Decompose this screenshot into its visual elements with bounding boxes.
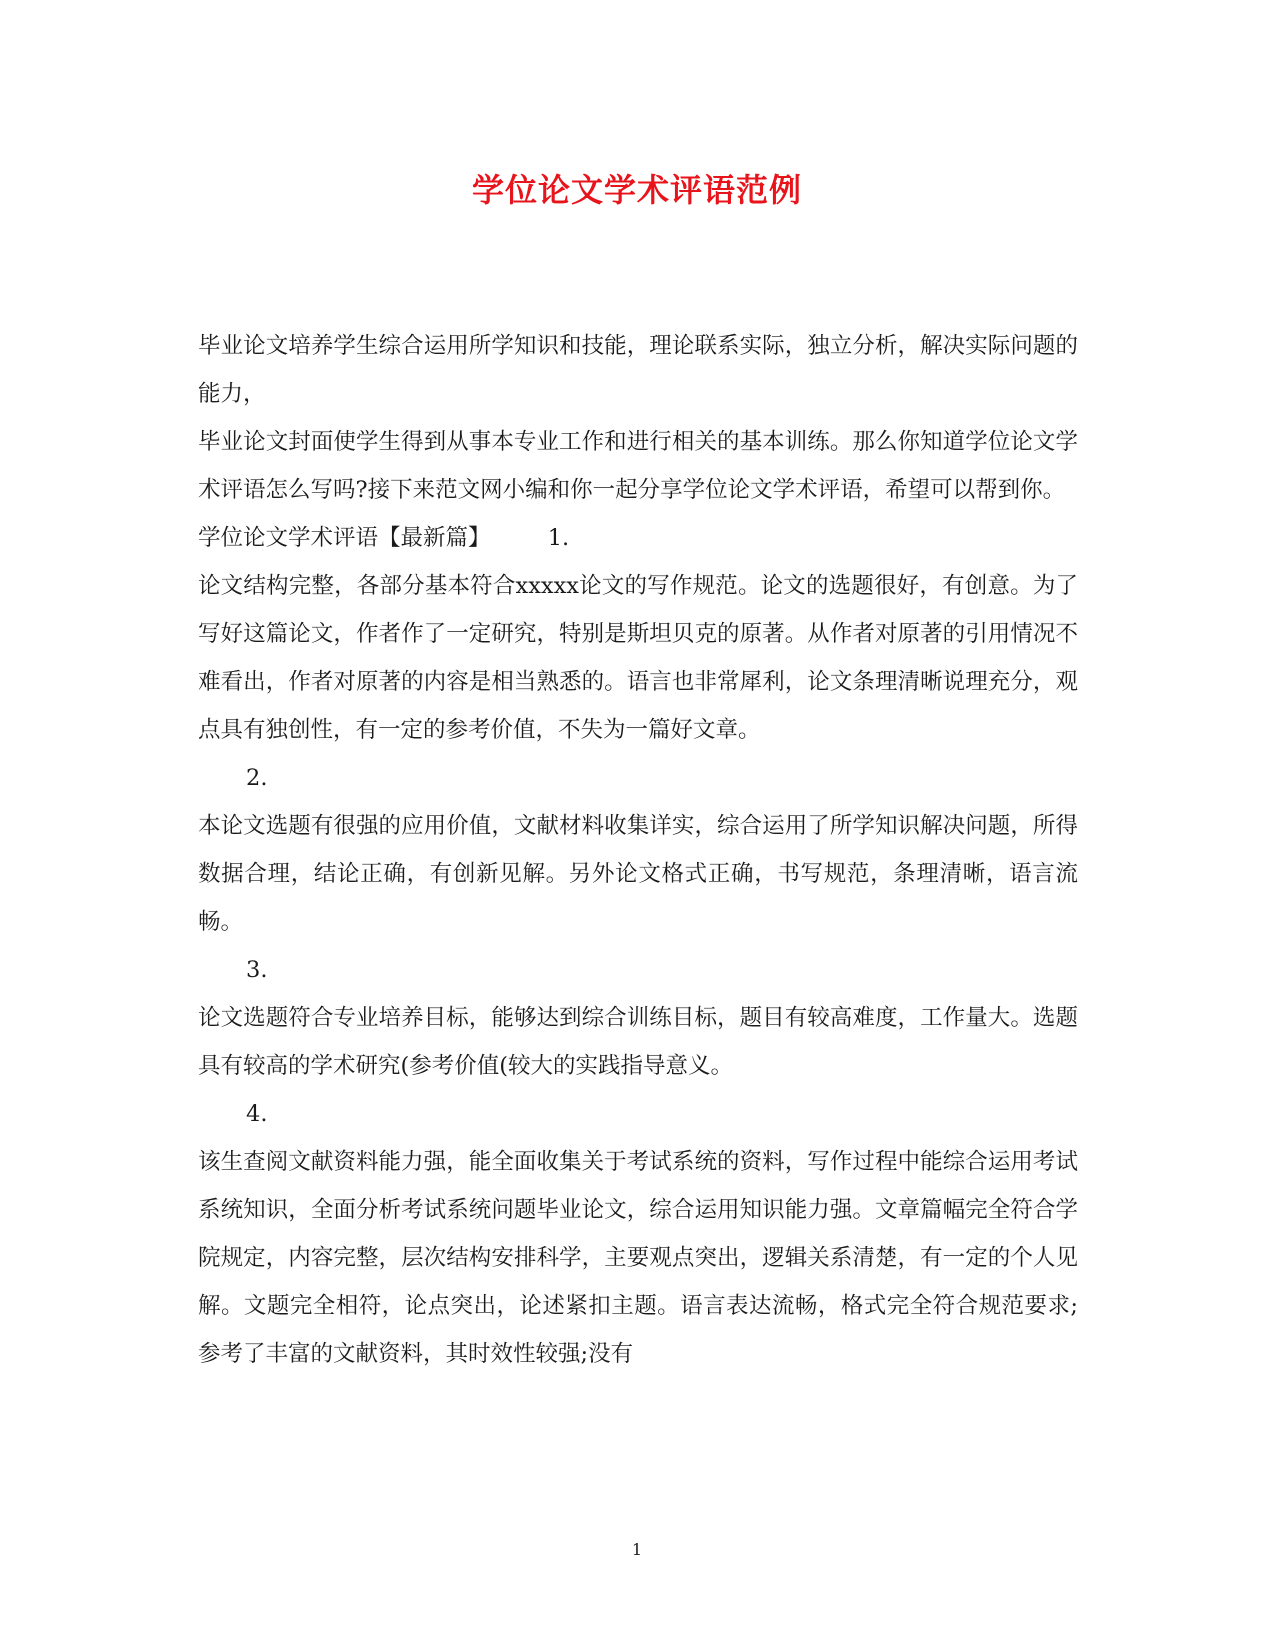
item-number: 2.	[246, 765, 268, 791]
item-paragraph: 论文结构完整，各部分基本符合xxxxx论文的写作规范。论文的选题很好，有创意。为了写好这篇论文，作者作了一定研究，特别是斯坦贝克的原著。从作者对原著的引用情况不难看出，作者对原著的内容是相当熟悉的。语言也非常犀利，论文条理清晰说理充分，观点具有独创性，有一定的参考价值，不失为一篇好文章。	[198, 573, 1078, 743]
page-number: 1	[631, 1540, 643, 1559]
section-heading-line	[198, 514, 1078, 562]
item-paragraph: 该生查阅文献资料能力强，能全面收集关于考试系统的资料，写作过程中能综合运用考试系统知识，全面分析考试系统问题毕业论文，综合运用知识能力强。文章篇幅完全符合学院规定，内容完整，层次结构安排科学，主要观点突出，逻辑关系清楚，有一定的个人见解。文题完全相符，论点突出，论述紧扣主题。语言表达流畅，格式完全符合规范要求;参考了丰富的文献资料，其时效性较强;没有	[198, 1149, 1078, 1367]
item-paragraph: 论文选题符合专业培养目标，能够达到综合训练目标，题目有较高难度，工作量大。选题具有较高的学术研究(参考价值(较大的实践指导意义。	[198, 1005, 1078, 1079]
document-title: 学位论文学术评语范例	[471, 171, 802, 209]
item-number: 4.	[246, 1101, 268, 1127]
item-number: 1.	[547, 525, 570, 551]
intro-paragraph: 毕业论文封面使学生得到从事本专业工作和进行相关的基本训练。那么你知道学位论文学术评语怎么写吗?接下来范文网小编和你一起分享学位论文学术评语，希望可以帮到你。	[198, 429, 1078, 503]
document-body	[198, 322, 1078, 1378]
item-paragraph: 本论文选题有很强的应用价值，文献材料收集详实，综合运用了所学知识解决问题，所得数据合理，结论正确，有创新见解。另外论文格式正确，书写规范，条理清晰，语言流畅。	[198, 813, 1078, 935]
item-number: 3.	[246, 957, 268, 983]
section-heading: 学位论文学术评语【最新篇】	[198, 525, 491, 551]
intro-paragraph: 毕业论文培养学生综合运用所学知识和技能，理论联系实际，独立分析，解决实际问题的能力，	[198, 333, 1078, 407]
